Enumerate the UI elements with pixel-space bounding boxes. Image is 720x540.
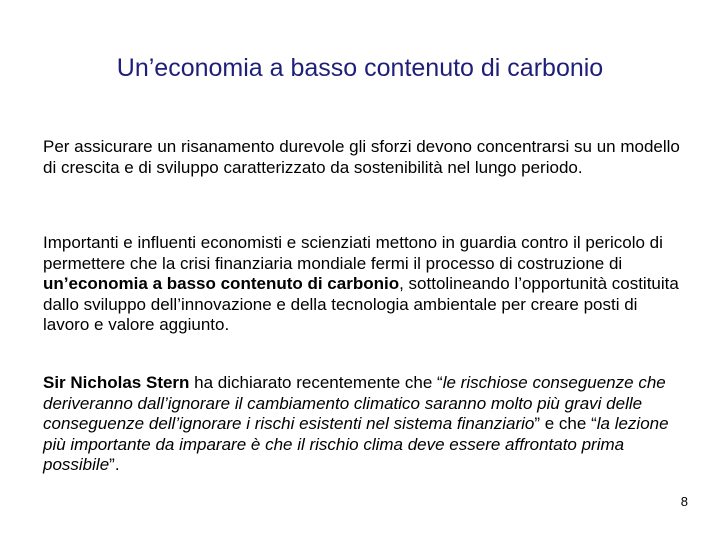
paragraph-economists-warning [43,233,688,336]
paragraph-text: ”. [109,455,120,474]
low-carbon-economy-emphasis: un’economia a basso contenuto di carbonio [43,274,400,293]
quote-lesson: la lezione più importante da imparare è che il rischio clima deve essere affrontato prima possibile [43,414,669,474]
paragraph-text: , sottolineando l’opportunità costituita dallo sviluppo dell’innovazione e della tecnologia ambientale per creare posti di lavoro e valore aggiunto. [43,274,679,334]
slide-title: Un’economia a basso contenuto di carbonio [116,54,604,82]
quote-climate-risks: le rischiose conseguenze che deriveranno dall’ignorare il cambiamento climatico saranno molto più gravi delle conseguenze dell’ignorare i rischi esistenti nel sistema finanziario [43,373,666,433]
paragraph-stern-quote [43,373,688,476]
paragraph-sustainability: Per assicurare un risanamento durevole gli sforzi devono concentrarsi su un modello di crescita e di sviluppo caratterizzato da sostenibilità nel lungo periodo. [43,137,680,177]
page-number: 8 [680,494,688,509]
paragraph-text: ” e che “ [534,414,597,433]
paragraph-text: Importanti e influenti economisti e scienziati mettono in guardia contro il pericolo di permettere che la crisi finanziaria mondiale fermi il processo di costruzione di [43,233,663,273]
paragraph-text: ha dichiarato recentemente che “ [189,373,443,392]
speaker-name: Sir Nicholas Stern [43,373,190,392]
